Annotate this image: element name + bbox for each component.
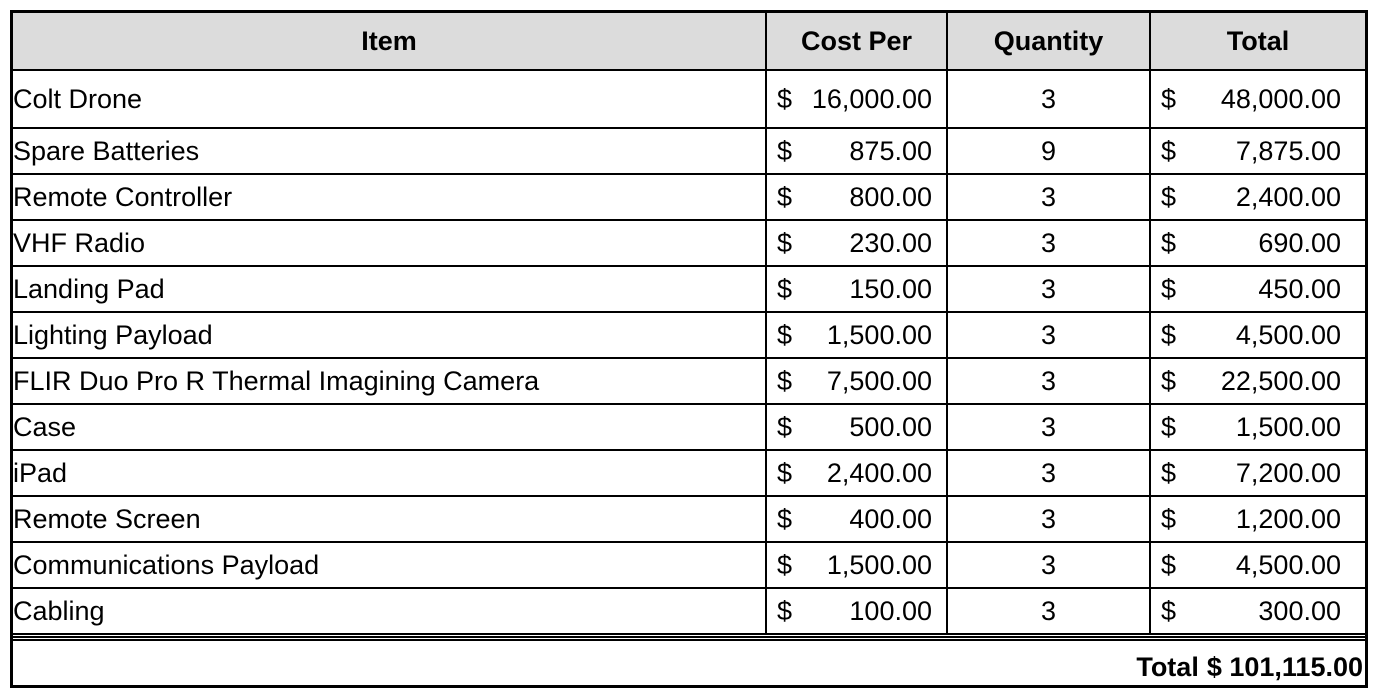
cell-total	[1150, 174, 1365, 220]
amount: 300.00	[1258, 596, 1341, 626]
cell-quantity: 3	[947, 358, 1150, 404]
cell-item: VHF Radio	[13, 220, 766, 266]
table-row	[13, 312, 1365, 358]
cell-item: FLIR Duo Pro R Thermal Imagining Camera	[13, 358, 766, 404]
currency-symbol: $	[1161, 182, 1177, 212]
amount: 500.00	[849, 412, 932, 442]
cell-item: Case	[13, 404, 766, 450]
cell-item: iPad	[13, 450, 766, 496]
cell-cost-per	[766, 266, 947, 312]
cell-cost-per	[766, 542, 947, 588]
header-cost-per: Cost Per	[766, 13, 947, 70]
cell-total	[1150, 358, 1365, 404]
currency-symbol: $	[1161, 320, 1177, 350]
cell-quantity: 3	[947, 404, 1150, 450]
cell-cost-per	[766, 128, 947, 174]
cell-total	[1150, 404, 1365, 450]
currency-symbol: $	[777, 84, 793, 114]
cell-quantity: 3	[947, 542, 1150, 588]
amount: 100.00	[849, 596, 932, 626]
currency-symbol: $	[777, 136, 793, 166]
table-row	[13, 496, 1365, 542]
amount: 48,000.00	[1220, 84, 1341, 114]
cell-item: Communications Payload	[13, 542, 766, 588]
amount: 400.00	[849, 504, 932, 534]
cell-total	[1150, 588, 1365, 634]
cell-cost-per	[766, 588, 947, 634]
header-quantity: Quantity	[947, 13, 1150, 70]
currency-symbol: $	[1161, 458, 1177, 488]
header-row	[13, 13, 1365, 70]
currency-symbol: $	[1161, 136, 1177, 166]
amount: 690.00	[1258, 228, 1341, 258]
currency-symbol: $	[1161, 366, 1177, 396]
cell-total	[1150, 496, 1365, 542]
amount: 1,500.00	[1235, 412, 1341, 442]
cell-quantity: 3	[947, 496, 1150, 542]
grand-total-label: Total	[1136, 652, 1199, 682]
table-row	[13, 404, 1365, 450]
amount: 1,500.00	[826, 320, 932, 350]
table-row	[13, 266, 1365, 312]
currency-symbol: $	[777, 596, 793, 626]
cell-total	[1150, 220, 1365, 266]
cell-item: Spare Batteries	[13, 128, 766, 174]
cell-item: Colt Drone	[13, 70, 766, 128]
currency-symbol: $	[777, 550, 793, 580]
header-item: Item	[13, 13, 766, 70]
currency-symbol: $	[1161, 412, 1177, 442]
amount: 800.00	[849, 182, 932, 212]
cell-total	[1150, 450, 1365, 496]
amount: 7,500.00	[826, 366, 932, 396]
table-row	[13, 128, 1365, 174]
currency-symbol: $	[1161, 228, 1177, 258]
cell-quantity: 3	[947, 70, 1150, 128]
cell-total	[1150, 542, 1365, 588]
amount: 875.00	[849, 136, 932, 166]
currency-symbol: $	[777, 504, 793, 534]
cell-item: Remote Screen	[13, 496, 766, 542]
cell-cost-per	[766, 450, 947, 496]
grand-total	[1136, 641, 1363, 685]
amount: 2,400.00	[1235, 182, 1341, 212]
cell-quantity: 3	[947, 588, 1150, 634]
cell-total	[1150, 312, 1365, 358]
currency-symbol: $	[777, 228, 793, 258]
cell-quantity: 3	[947, 312, 1150, 358]
budget-sheet	[10, 10, 1368, 688]
currency-symbol: $	[1161, 550, 1177, 580]
cell-cost-per	[766, 220, 947, 266]
currency-symbol: $	[777, 366, 793, 396]
cell-cost-per	[766, 70, 947, 128]
amount: 7,875.00	[1235, 136, 1341, 166]
amount: 22,500.00	[1220, 366, 1341, 396]
currency-symbol: $	[1161, 596, 1177, 626]
header-total: Total	[1150, 13, 1365, 70]
cell-total	[1150, 266, 1365, 312]
cell-quantity: 3	[947, 266, 1150, 312]
cell-total	[1150, 128, 1365, 174]
table-row	[13, 220, 1365, 266]
currency-symbol: $	[777, 320, 793, 350]
currency-symbol: $	[1161, 84, 1177, 114]
amount: 450.00	[1258, 274, 1341, 304]
cell-cost-per	[766, 174, 947, 220]
amount: 2,400.00	[826, 458, 932, 488]
budget-table	[13, 13, 1365, 635]
currency-symbol: $	[777, 274, 793, 304]
cell-item: Landing Pad	[13, 266, 766, 312]
table-row	[13, 588, 1365, 634]
amount: 7,200.00	[1235, 458, 1341, 488]
currency-symbol: $	[777, 458, 793, 488]
cell-total	[1150, 70, 1365, 128]
cell-cost-per	[766, 358, 947, 404]
cell-cost-per	[766, 312, 947, 358]
table-row	[13, 174, 1365, 220]
table-row	[13, 70, 1365, 128]
amount: 4,500.00	[1235, 320, 1341, 350]
amount: 16,000.00	[811, 84, 932, 114]
cell-cost-per	[766, 404, 947, 450]
table-row	[13, 450, 1365, 496]
currency-symbol: $	[777, 412, 793, 442]
currency-symbol: $	[777, 182, 793, 212]
cell-quantity: 3	[947, 174, 1150, 220]
cell-item: Cabling	[13, 588, 766, 634]
cell-quantity: 9	[947, 128, 1150, 174]
currency-symbol: $	[1161, 274, 1177, 304]
cell-item: Remote Controller	[13, 174, 766, 220]
currency-symbol: $	[1161, 504, 1177, 534]
cell-quantity: 3	[947, 450, 1150, 496]
amount: 1,500.00	[826, 550, 932, 580]
cell-quantity: 3	[947, 220, 1150, 266]
amount: 1,200.00	[1235, 504, 1341, 534]
amount: 150.00	[849, 274, 932, 304]
table-row	[13, 358, 1365, 404]
grand-total-value: $ 101,115.00	[1206, 652, 1363, 682]
cell-cost-per	[766, 496, 947, 542]
amount: 230.00	[849, 228, 932, 258]
amount: 4,500.00	[1235, 550, 1341, 580]
table-row	[13, 542, 1365, 588]
cell-item: Lighting Payload	[13, 312, 766, 358]
